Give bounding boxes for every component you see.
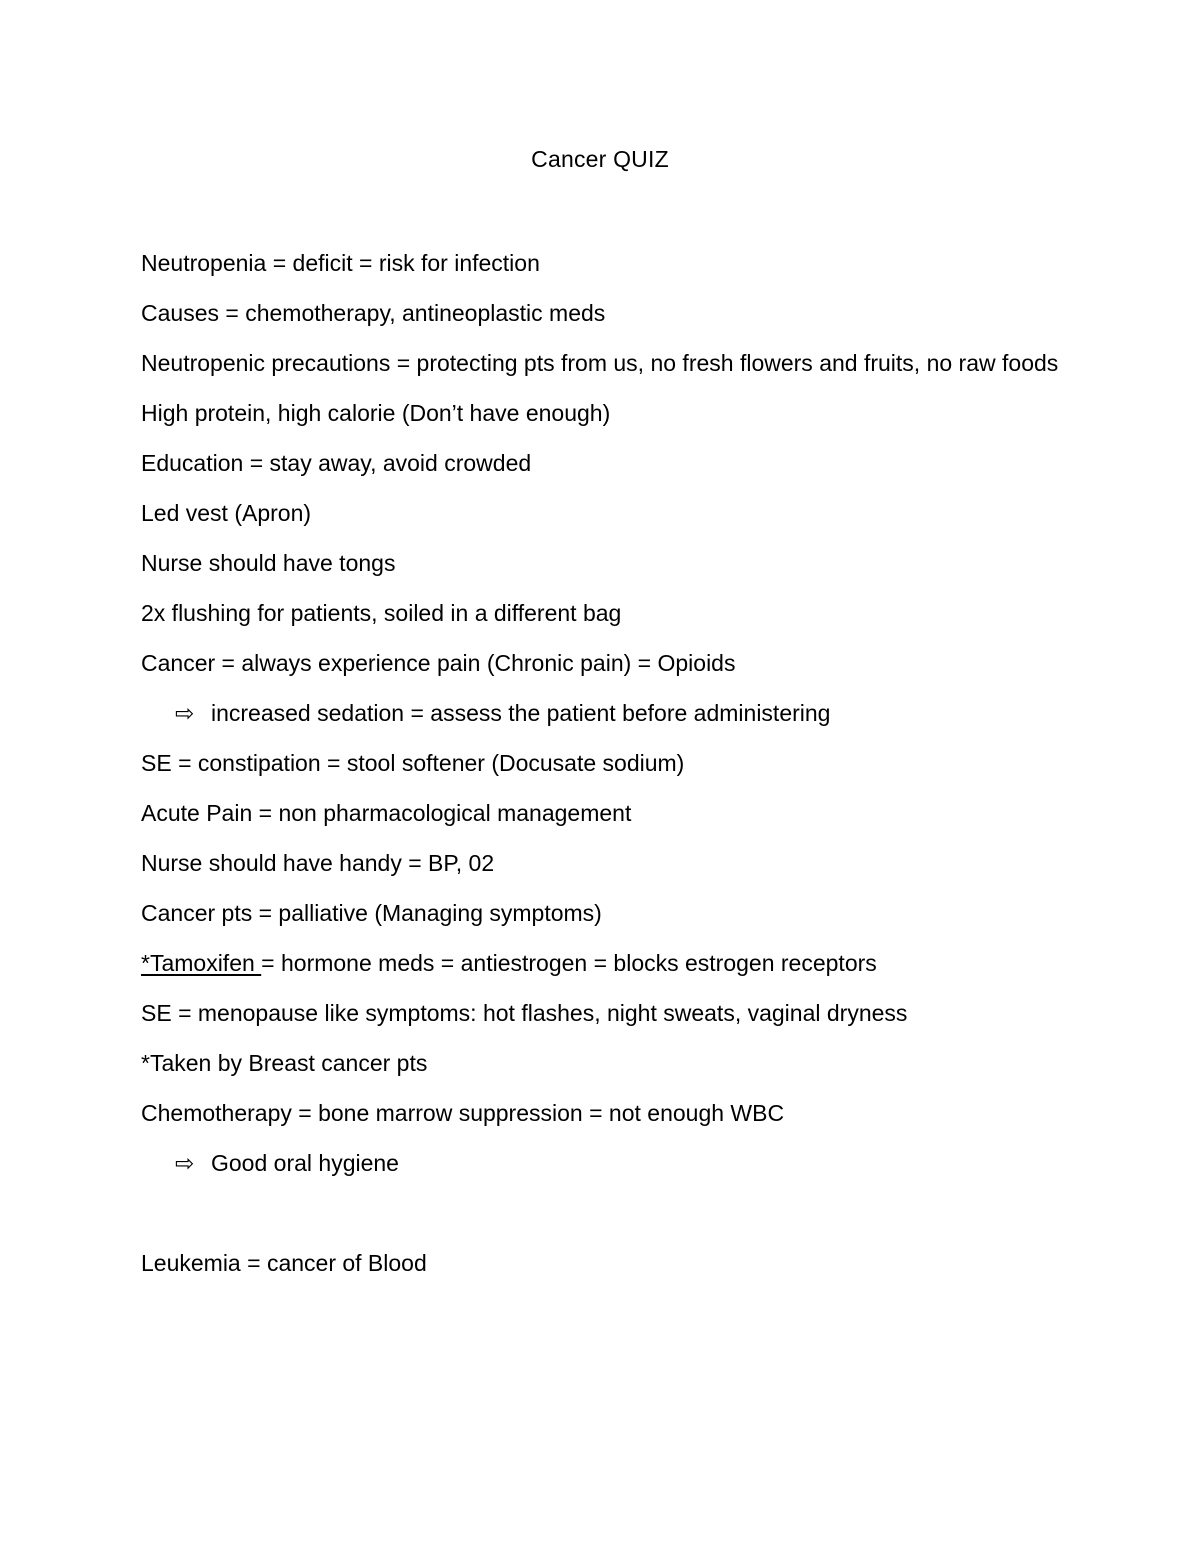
note-line: *Taken by Breast cancer pts xyxy=(141,1050,428,1076)
arrow-bullet-icon: ⇨ xyxy=(175,700,195,726)
note-line: Leukemia = cancer of Blood xyxy=(141,1250,427,1276)
note-line: Neutropenia = deficit = risk for infection xyxy=(141,250,540,276)
note-line: 2x flushing for patients, soiled in a different bag xyxy=(141,600,622,626)
note-line: SE = constipation = stool softener (Docusate sodium) xyxy=(141,750,685,776)
note-line: Causes = chemotherapy, antineoplastic meds xyxy=(141,300,606,326)
document-title: Cancer QUIZ xyxy=(531,146,669,172)
bullet-text: increased sedation = assess the patient before administering xyxy=(211,700,831,726)
note-line: High protein, high calorie (Don’t have enough) xyxy=(141,400,611,426)
note-line: Cancer = always experience pain (Chronic pain) = Opioids xyxy=(141,650,736,676)
blank-line xyxy=(141,1193,1081,1243)
note-line: Nurse should have tongs xyxy=(141,550,396,576)
document-body xyxy=(141,243,1081,1293)
underlined-term: *Tamoxifen xyxy=(141,950,262,976)
note-line-rest: = hormone meds = antiestrogen = blocks estrogen receptors xyxy=(261,950,877,976)
note-line: SE = menopause like symptoms: hot flashes, night sweats, vaginal dryness xyxy=(141,1000,908,1026)
note-line: Nurse should have handy = BP, 02 xyxy=(141,850,495,876)
note-line: Acute Pain = non pharmacological management xyxy=(141,800,632,826)
bullet-line xyxy=(141,1143,1081,1183)
note-line: Led vest (Apron) xyxy=(141,500,312,526)
note-line xyxy=(141,943,1081,983)
note-line: Education = stay away, avoid crowded xyxy=(141,450,532,476)
note-line: Cancer pts = palliative (Managing symptoms) xyxy=(141,900,602,926)
note-line: Neutropenic precautions = protecting pts from us, no fresh flowers and fruits, no raw foods xyxy=(141,350,1059,376)
bullet-text: Good oral hygiene xyxy=(211,1150,399,1176)
note-line: Chemotherapy = bone marrow suppression = not enough WBC xyxy=(141,1100,785,1126)
arrow-bullet-icon: ⇨ xyxy=(175,1150,195,1176)
bullet-line xyxy=(141,693,1081,733)
